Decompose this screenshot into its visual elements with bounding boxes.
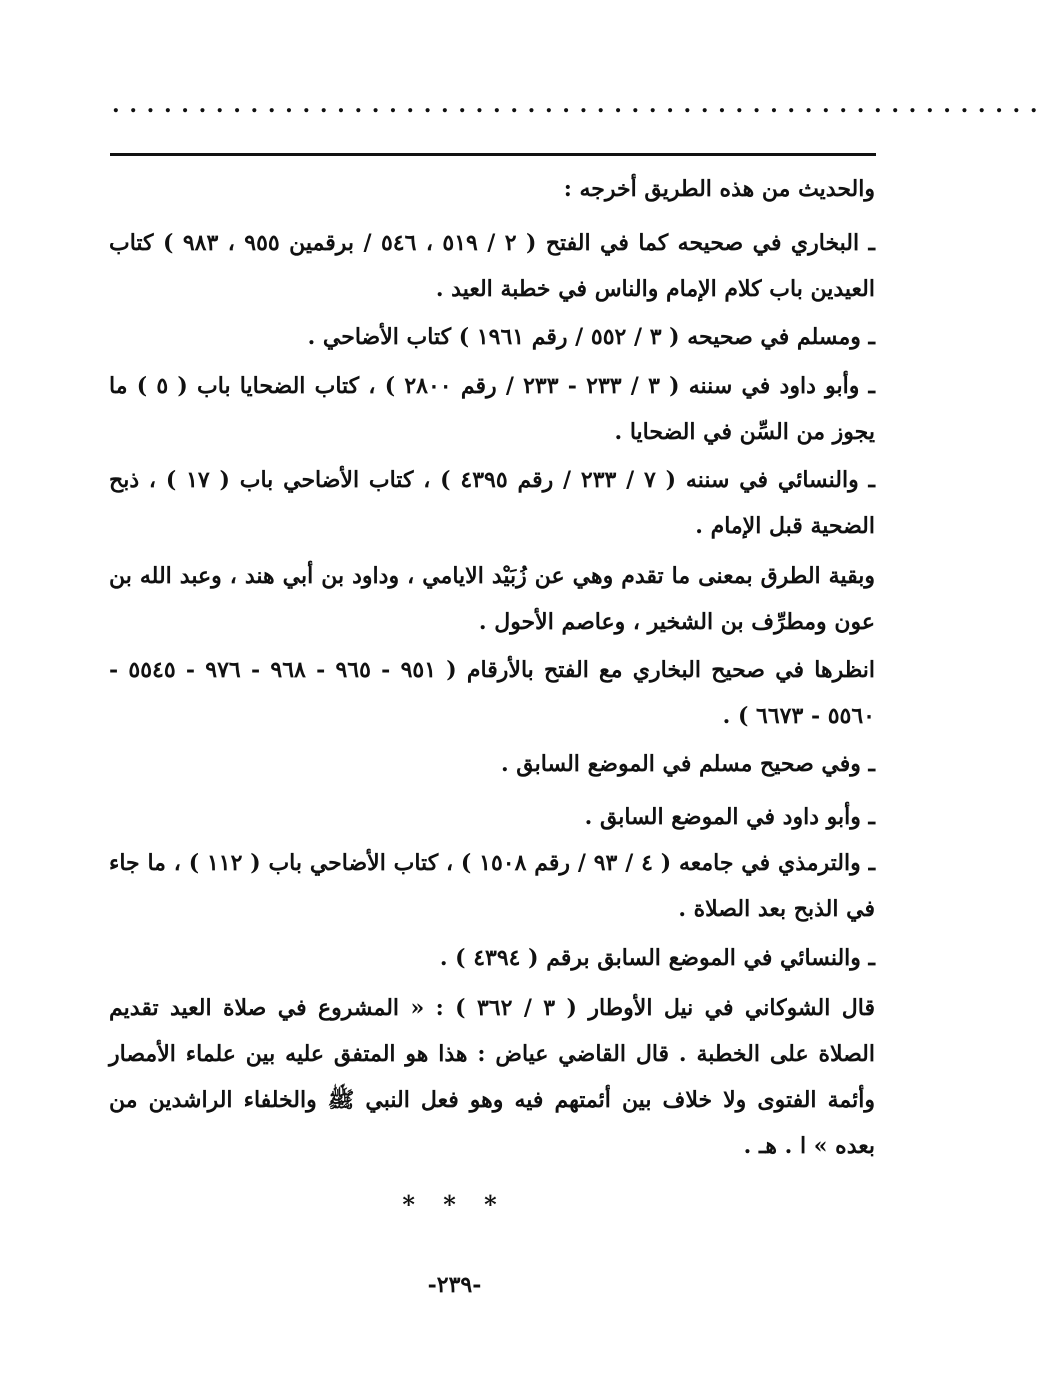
paragraph-abu-dawud-ref: ـ وأبو داود في الموضع السابق . [584,804,875,830]
paragraph-nasai: ـ والنسائي في سننه ( ٧ / ٢٣٣ / رقم ٤٣٩٥ ) ، كتاب الأضاحي باب ( ١٧ ) ، ذبح الضحية قبل الإمام . [109,467,876,539]
paragraph-muslim: ـ ومسلم في صحيحه ( ٣ / ٥٥٢ / رقم ١٩٦١ ) كتاب الأضاحي . [307,324,875,350]
paragraph-other-routes: وبقية الطرق بمعنى ما تقدم وهي عن زُبَيْد الايامي ، وداود بن أبي هند ، وعبد الله بن عون ومطرِّف بن الشخير ، وعاصم الأحول . [109,563,875,635]
paragraph-bukhari-numbers: انظرها في صحيح البخاري مع الفتح بالأرقام ( ٩٥١ - ٩٦٥ - ٩٦٨ - ٩٧٦ - ٥٥٤٥ - ٥٥٦٠ - ٦٦٧٣ ) . [109,657,876,729]
section-separator: * * * [402,1190,507,1219]
paragraph-abu-dawud: ـ وأبو داود في سننه ( ٣ / ٢٣٣ - ٢٣٣ / رقم ٢٨٠٠ ) ، كتاب الضحايا باب ( ٥ ) ما يجوز من السِّن في الضحايا . [109,373,875,445]
paragraph-shawkani-quote: قال الشوكاني في نيل الأوطار ( ٣ / ٣٦٢ ) : « المشروع في صلاة العيد تقديم الصلاة على الخطبة . قال القاضي عياض : هذا هو المتفق عليه بين علماء الأمصار وأئمة الفتوى ولا خلاف بين أئمتهم فيه وهو فعل النبي ﷺ والخلفاء الراشدين من بعده » ا . هـ . [109,995,875,1159]
dotted-separator: . . . . . . . . . . . . . . . . . . . . . . . . . . . . . . . . . . . . . . . . . . . . . . . . . . . . . . [112,92,1039,118]
paragraph-tirmidhi: ـ والترمذي في جامعه ( ٤ / ٩٣ / رقم ١٥٠٨ ) ، كتاب الأضاحي باب ( ١١٢ ) ، ما جاء في الذبح بعد الصلاة . [109,850,876,922]
footnote-rule [110,153,876,156]
paragraph-muslim-ref: ـ وفي صحيح مسلم في الموضع السابق . [500,751,875,777]
paragraph-intro: والحديث من هذه الطريق أخرجه : [563,176,875,202]
page-number: -٢٣٩- [427,1272,482,1298]
paragraph-nasai-ref: ـ والنسائي في الموضع السابق برقم ( ٤٣٩٤ ) . [439,945,875,971]
paragraph-bukhari: ـ البخاري في صحيحه كما في الفتح ( ٢ / ٥١٩ ، ٥٤٦ / برقمين ٩٥٥ ، ٩٨٣ ) كتاب العيدين باب كلام الإمام والناس في خطبة العيد . [109,230,876,302]
